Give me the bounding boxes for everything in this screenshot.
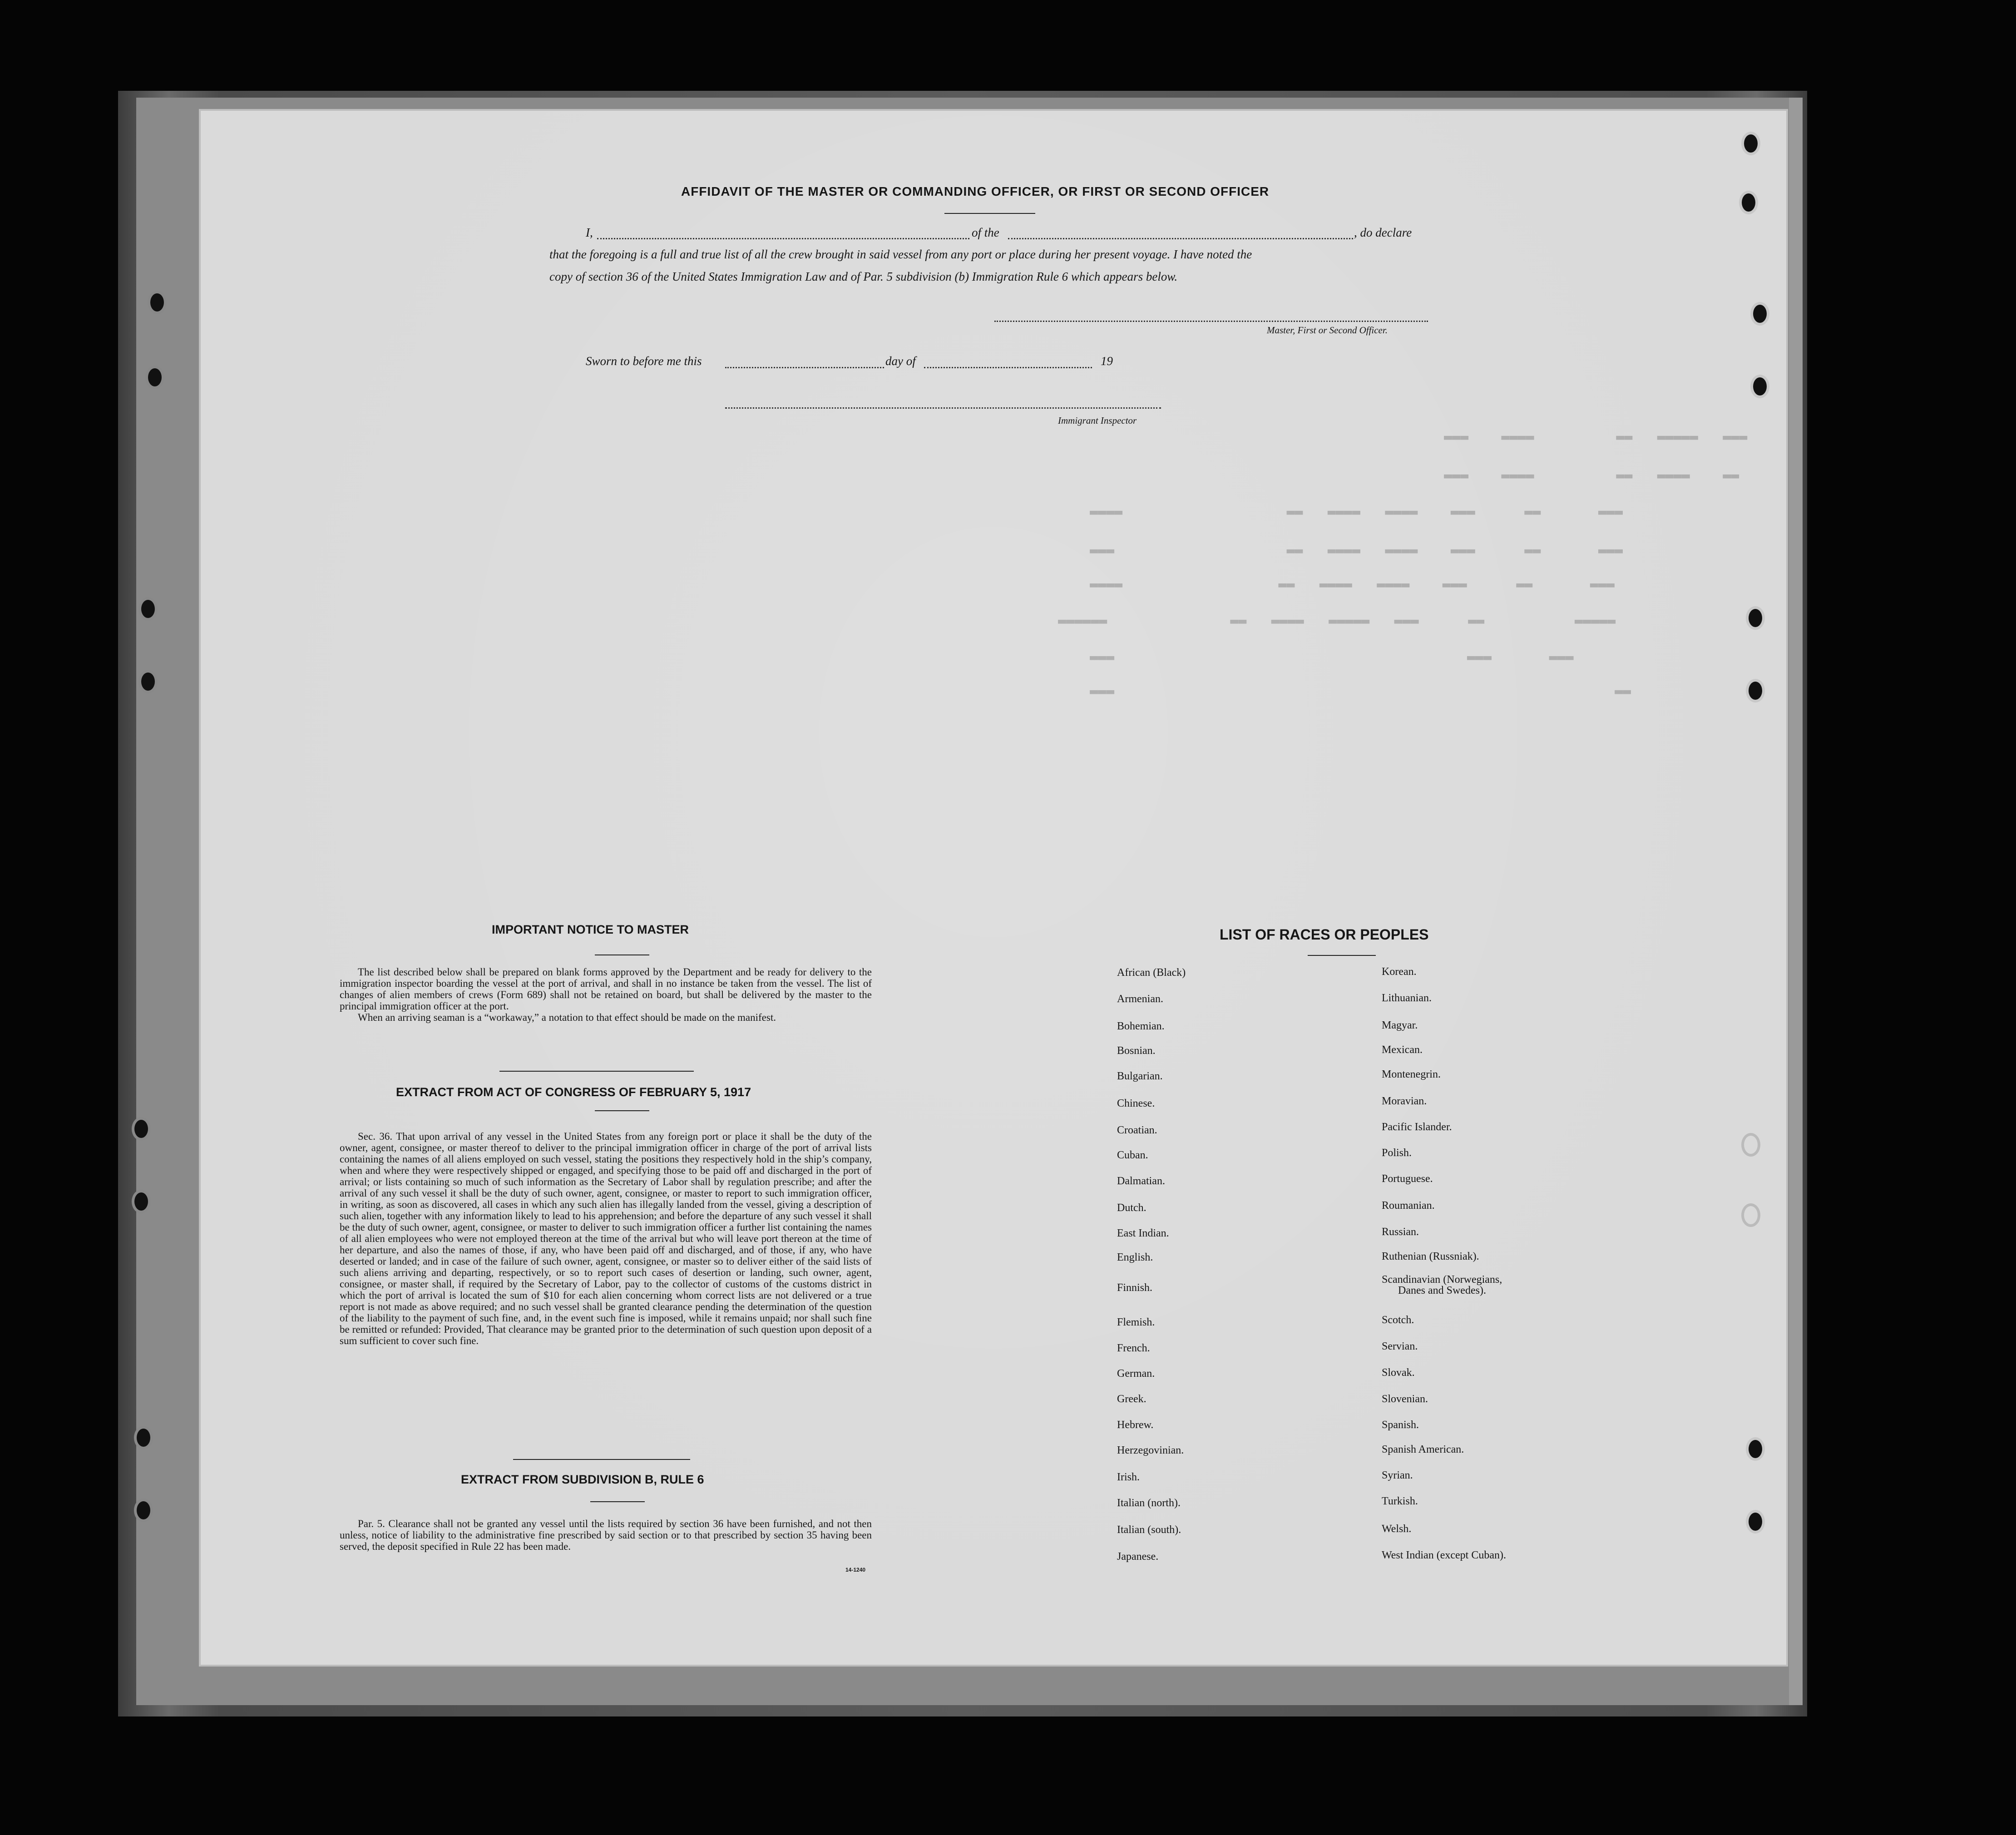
inspector-signature-field[interactable] (725, 407, 1161, 409)
race-item: Lithuanian. (1382, 992, 1432, 1004)
race-item: Spanish. (1382, 1419, 1419, 1431)
binder-hole (1739, 191, 1758, 214)
bleed-through-marks: ▬▬▬▬▬▬ ▬▬ ▬▬▬▬ ▬▬▬▬▬ ▬▬▬ ▬▬ ▬▬▬▬▬ (1058, 613, 1616, 629)
binder-hole (145, 366, 164, 389)
affidavit-title: AFFIDAVIT OF THE MASTER OR COMMANDING OFFICER, OR FIRST OR SECOND OFFICER (681, 184, 1270, 198)
bleed-through-marks: ▬▬▬ ▬▬ (1090, 683, 1631, 699)
affidavit-declare-label: , do declare (1354, 226, 1412, 239)
extract-act-underline (595, 1110, 649, 1111)
title-underline (944, 213, 1035, 214)
vessel-name-field[interactable] (1008, 238, 1353, 239)
form-number: 14-1240 (845, 1567, 866, 1573)
sworn-label: Sworn to before me this (586, 354, 702, 368)
binder-hole (138, 670, 158, 693)
bleed-through-marks: ▬▬▬ ▬▬ ▬▬▬▬ ▬▬▬▬ ▬▬▬ ▬▬ ▬▬▬ (1090, 543, 1623, 559)
race-item: Russian. (1382, 1226, 1419, 1238)
extract-rule-title: EXTRACT FROM SUBDIVISION B, RULE 6 (461, 1473, 704, 1486)
binder-hole (134, 1426, 153, 1449)
race-item: Scandinavian (Norwegians, (1382, 1274, 1502, 1286)
affidavit-i-label: I, (586, 226, 593, 239)
race-item: Welsh. (1382, 1523, 1412, 1535)
binder-hole (1746, 1437, 1765, 1461)
race-item: Finnish. (1117, 1282, 1153, 1294)
affidavit-of-the-label: of the (972, 226, 999, 239)
race-item: French. (1117, 1342, 1150, 1354)
binder-hole (1741, 132, 1760, 155)
officer-name-field[interactable] (597, 238, 969, 239)
binder-hole (1750, 375, 1769, 398)
race-item: Scotch. (1382, 1314, 1414, 1326)
binder-hole (132, 1190, 151, 1213)
master-signature-field[interactable] (994, 321, 1428, 322)
extract-rule-text (340, 1518, 872, 1552)
race-item: Pacific Islander. (1382, 1121, 1452, 1133)
race-item: Bulgarian. (1117, 1070, 1163, 1082)
races-underline (1308, 955, 1376, 956)
binder-hole (1741, 1133, 1760, 1157)
race-item: Danes and Swedes). (1398, 1285, 1486, 1296)
race-item: Moravian. (1382, 1095, 1427, 1107)
binder-hole (1750, 302, 1769, 326)
binder-hole (1746, 1510, 1765, 1533)
race-item: Turkish. (1382, 1495, 1418, 1507)
race-item: Hebrew. (1117, 1419, 1154, 1431)
race-item: Bosnian. (1117, 1045, 1156, 1057)
year-label: 19 (1101, 354, 1113, 368)
inspector-signature-label: Immigrant Inspector (1058, 415, 1137, 426)
race-item: Servian. (1382, 1340, 1418, 1352)
extract-act-text (340, 1131, 872, 1346)
master-signature-label: Master, First or Second Officer. (1267, 325, 1388, 336)
extract-rule-underline (590, 1501, 645, 1502)
sworn-day-field[interactable] (725, 367, 884, 368)
notice-title: IMPORTANT NOTICE TO MASTER (492, 923, 689, 936)
race-item: East Indian. (1117, 1227, 1169, 1239)
affidavit-line-2: that the foregoing is a full and true list of all the crew brought in said vessel from any port or place during her present voyage. I have noted the (549, 247, 1252, 261)
binder-hole (134, 1499, 153, 1522)
document-sheet (199, 109, 1788, 1667)
race-item: Croatian. (1117, 1124, 1157, 1136)
bleed-through-marks: ▬▬▬ ▬▬▬▬ ▬▬ ▬▬▬▬▬ ▬▬▬ (1444, 429, 1748, 445)
race-item: Flemish. (1117, 1316, 1155, 1328)
notice-text (340, 966, 872, 1023)
race-item: Mexican. (1382, 1044, 1423, 1056)
race-item: Slovenian. (1382, 1393, 1428, 1405)
race-item: Italian (north). (1117, 1497, 1181, 1509)
race-item: German. (1117, 1368, 1155, 1380)
affidavit-line-3: copy of section 36 of the United States Immigration Law and of Par. 5 subdivision (b) Immigration Rule 6 which appears below. (549, 270, 1178, 283)
race-item: Italian (south). (1117, 1524, 1181, 1536)
race-item: Portuguese. (1382, 1173, 1433, 1185)
binder-hole (1741, 1203, 1760, 1227)
race-item: Dalmatian. (1117, 1175, 1165, 1187)
race-item: Chinese. (1117, 1098, 1155, 1109)
binder-hole (1746, 679, 1765, 702)
binder-hole (138, 597, 158, 621)
notice-paragraph: When an arriving seaman is a “workaway,” a notation to that effect should be made on the manifest. (358, 1012, 776, 1023)
race-item: Montenegrin. (1382, 1068, 1441, 1080)
bleed-through-marks: ▬▬▬▬ ▬▬ ▬▬▬▬ ▬▬▬▬ ▬▬▬ ▬▬ ▬▬▬ (1090, 504, 1623, 520)
race-item: Spanish American. (1382, 1444, 1464, 1455)
race-item: English. (1117, 1251, 1153, 1263)
notice-paragraph: The list described below shall be prepared on blank forms approved by the Department and be ready for delivery to the immigration inspector boarding the vessel at the port of arrival, and shall in no instance be taken from the vessel. The list of changes of alien members of crews (Form 689) shall not be retained on board, but shall be delivered by the master to the principal immigration officer at the port. (340, 966, 872, 1012)
day-of-label: day of (885, 354, 916, 368)
bleed-through-marks: ▬▬▬ ▬▬▬ ▬▬▬ (1090, 649, 1574, 665)
race-item: Roumanian. (1382, 1200, 1435, 1212)
races-title: LIST OF RACES OR PEOPLES (1220, 926, 1429, 943)
bleed-through-marks: ▬▬▬▬ ▬▬ ▬▬▬▬ ▬▬▬▬ ▬▬▬ ▬▬ ▬▬▬ (1090, 577, 1615, 593)
section-divider (513, 1459, 690, 1460)
race-item: Ruthenian (Russniak). (1382, 1251, 1479, 1262)
race-item: African (Black) (1117, 967, 1186, 979)
race-item: Syrian. (1382, 1469, 1413, 1481)
extract-act-paragraph: Sec. 36. That upon arrival of any vessel in the United States from any foreign port or place it shall be the duty of the owner, agent, consignee, or master thereof to deliver to the principal immigration officer in charge of the port of arrival lists containing the names of all aliens employed on such vessel, stating the positions they respectively hold in the ship’s company, when and where they were respectively shipped or engaged, and specifying those to be paid off and discharged in the port of arrival; or lists containing so much of such information as the Secretary of Labor shall by regulation prescribe; and after the arrival of any such vessel it shall be the duty of such owner, agent, consignee, or master to report to such immigration officer, in writing, as soon as discovered, all cases in which any such alien has illegally landed from the vessel, giving a description of such alien, together with any information likely to lead to his apprehension; and before the departure of any such vessel it shall be the duty of such owner, agent, consignee, or master to deliver to such immigration officer a further list containing the names of all alien employees who were not employed thereon at the time of the arrival but who will leave port thereon at the time of her departure, and also the names of those, if any, who have been paid off and discharged, and of those, if any, who have deserted or landed; and in case of the failure of such owner, agent, consignee, or master so to deliver either of the said lists of such aliens arriving and departing, respectively, or so to report such cases of desertion or landing, such owner, agent, consignee, or master shall, if required by the Secretary of Labor, pay to the collector of customs of the customs district in which the port of arrival is located the sum of $10 for each alien concerning whom correct lists are not delivered or a true report is not made as above required; and no such vessel shall be granted clearance pending the determination of the question of the liability to the payment of such fine, and, in the event such fine is imposed, while it remains unpaid; nor shall such fine be remitted or refunded: Provided, That clearance may be granted prior to the determination of such question upon deposit of a sum sufficient to cover such fine. (340, 1131, 872, 1346)
race-item: Armenian. (1117, 993, 1163, 1005)
binder-hole (1746, 606, 1765, 630)
race-item: Slovak. (1382, 1367, 1415, 1379)
race-item: Korean. (1382, 966, 1417, 978)
race-item: Cuban. (1117, 1149, 1148, 1161)
race-item: Irish. (1117, 1471, 1140, 1483)
race-item: West Indian (except Cuban). (1382, 1549, 1506, 1561)
extract-act-title: EXTRACT FROM ACT OF CONGRESS OF FEBRUARY 5, 1917 (396, 1085, 751, 1099)
bleed-through-marks: ▬▬▬ ▬▬▬▬ ▬▬ ▬▬▬▬ ▬▬ (1444, 468, 1739, 484)
race-item: Dutch. (1117, 1202, 1146, 1214)
binder-hole (148, 291, 167, 314)
race-item: Magyar. (1382, 1019, 1418, 1031)
sworn-month-field[interactable] (924, 367, 1092, 368)
race-item: Herzegovinian. (1117, 1444, 1184, 1456)
race-item: Greek. (1117, 1393, 1146, 1405)
section-divider (499, 1071, 694, 1072)
race-item: Japanese. (1117, 1551, 1159, 1563)
race-item: Bohemian. (1117, 1020, 1165, 1032)
extract-rule-paragraph: Par. 5. Clearance shall not be granted any vessel until the lists required by section 36 have been furnished, and not then unless, notice of liability to the administrative fine prescribed by said section or to that prescribed by section 35 having been served, the deposit specified in Rule 22 has been made. (340, 1518, 872, 1552)
race-item: Polish. (1382, 1147, 1412, 1159)
binder-hole (132, 1117, 151, 1141)
